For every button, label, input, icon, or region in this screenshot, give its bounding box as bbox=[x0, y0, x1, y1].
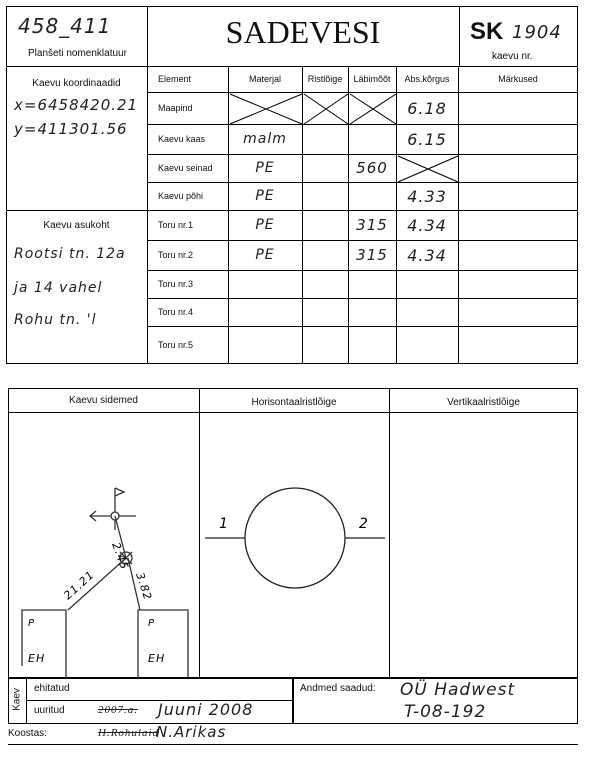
dist-c-label: 3.82 bbox=[133, 570, 155, 603]
row-5-cross bbox=[302, 210, 348, 240]
row-6-cross bbox=[302, 240, 348, 270]
koostas-label: Koostas: bbox=[8, 728, 47, 739]
koostas-value: H.Rohulaid bbox=[98, 727, 160, 739]
well-prefix: SK bbox=[470, 18, 504, 45]
row-6-element: Toru nr.2 bbox=[158, 250, 194, 260]
row-1-material bbox=[228, 92, 302, 124]
location-label: Kaevu asukoht bbox=[43, 220, 110, 231]
row-9-cross bbox=[302, 326, 348, 364]
row-3-cross bbox=[302, 154, 348, 182]
coords-label: Kaevu koordinaadid bbox=[32, 78, 121, 89]
row-3-element: Kaevu seinad bbox=[158, 163, 213, 173]
location-line-3: Rohu tn. 'l bbox=[14, 312, 97, 328]
row-6-diameter: 315 bbox=[356, 246, 388, 264]
section-header-links: Kaevu sidemed bbox=[69, 395, 138, 406]
row-2-cross bbox=[302, 124, 348, 154]
row-4-abs: 4.33 bbox=[407, 186, 447, 206]
nomenclature-value: 458_411 bbox=[18, 14, 112, 38]
row-2-element: Kaevu kaas bbox=[158, 134, 206, 144]
row-6-abs: 4.34 bbox=[407, 245, 447, 265]
page-title: SADEVESI bbox=[225, 14, 381, 50]
building-1-eh-label: EH bbox=[28, 652, 46, 665]
row-8-cross bbox=[302, 298, 348, 326]
row-5-element: Toru nr.1 bbox=[158, 220, 194, 230]
row-6-notes bbox=[458, 240, 578, 270]
row-8-notes bbox=[458, 298, 578, 326]
coord-y: y=411301.56 bbox=[14, 120, 128, 138]
row-7-diameter bbox=[348, 270, 396, 298]
horizontal-section-sketch bbox=[199, 412, 389, 678]
row-1-abs: 6.18 bbox=[407, 98, 447, 118]
row-3-notes bbox=[458, 154, 578, 182]
andmed-line-2: T-08-192 bbox=[404, 702, 487, 722]
uuritud-label: uuritud bbox=[34, 705, 65, 716]
row-9-element: Toru nr.5 bbox=[158, 340, 194, 350]
row-4-material: PE bbox=[255, 188, 275, 204]
andmed-label: Andmed saadud: bbox=[300, 683, 376, 694]
ehitatud-label: ehitatud bbox=[34, 683, 70, 694]
row-9-notes bbox=[458, 326, 578, 364]
signature: N.Arikas bbox=[156, 723, 227, 741]
row-4-notes bbox=[458, 182, 578, 210]
row-7-material bbox=[228, 270, 302, 298]
building-1-p-label: P bbox=[28, 618, 36, 629]
andmed-line-1: OÜ Hadwest bbox=[400, 680, 516, 700]
uuritud-date: Juuni 2008 bbox=[158, 700, 254, 719]
row-1-cross bbox=[302, 92, 348, 124]
row-3-material: PE bbox=[255, 160, 275, 176]
col-header-element: Element bbox=[158, 74, 192, 84]
row-7-abs bbox=[396, 270, 458, 298]
coord-x: x=6458420.21 bbox=[14, 96, 139, 114]
pipe-1-label: 1 bbox=[219, 516, 229, 532]
section-header-horizontal: Horisontaalristlõige bbox=[251, 397, 337, 408]
row-7-cross bbox=[302, 270, 348, 298]
pipe-2-label: 2 bbox=[359, 516, 369, 532]
nomenclature-label: Planšeti nomenklatuur bbox=[28, 48, 127, 59]
well-label: kaevu nr. bbox=[492, 51, 533, 62]
col-header-cross: Ristlõige bbox=[307, 74, 343, 84]
row-4-element: Kaevu põhi bbox=[158, 191, 204, 201]
section-header-vertical: Vertikaalristlõige bbox=[447, 397, 520, 408]
row-2-abs: 6.15 bbox=[407, 129, 447, 149]
well-number: 1904 bbox=[512, 22, 562, 43]
row-7-element: Toru nr.3 bbox=[158, 279, 194, 289]
row-8-element: Toru nr.4 bbox=[158, 307, 194, 317]
location-line-2: ja 14 vahel bbox=[14, 280, 103, 296]
row-5-notes bbox=[458, 210, 578, 240]
uuritud-value: 2007.a. bbox=[98, 704, 138, 716]
col-header-abs: Abs.kõrgus bbox=[404, 74, 450, 84]
location-line-1: Rootsi tn. 12a bbox=[14, 246, 126, 262]
row-1-diameter bbox=[348, 92, 396, 124]
col-header-notes: Märkused bbox=[498, 74, 538, 84]
row-3-diameter: 560 bbox=[356, 159, 388, 177]
kaev-label: Kaev bbox=[11, 688, 23, 711]
row-2-material: malm bbox=[243, 131, 287, 147]
row-2-diameter bbox=[348, 124, 396, 154]
row-1-notes bbox=[458, 92, 578, 124]
row-3-abs bbox=[396, 154, 458, 182]
row-7-notes bbox=[458, 270, 578, 298]
dist-b-label: 21.21 bbox=[61, 568, 98, 603]
row-5-diameter: 315 bbox=[356, 216, 388, 234]
row-1-element: Maapind bbox=[158, 103, 193, 113]
row-9-abs bbox=[396, 326, 458, 364]
col-header-material: Materjal bbox=[248, 74, 281, 84]
row-5-material: PE bbox=[255, 217, 275, 233]
row-8-abs bbox=[396, 298, 458, 326]
row-2-notes bbox=[458, 124, 578, 154]
row-4-cross bbox=[302, 182, 348, 210]
well-links-sketch bbox=[8, 412, 199, 678]
building-2-eh-label: EH bbox=[148, 652, 166, 665]
row-8-material bbox=[228, 298, 302, 326]
building-2-p-label: P bbox=[148, 618, 156, 629]
row-4-diameter bbox=[348, 182, 396, 210]
col-header-diameter: Läbimõõt bbox=[353, 74, 391, 84]
row-9-diameter bbox=[348, 326, 396, 364]
row-9-material bbox=[228, 326, 302, 364]
dist-a-label: 2.45 bbox=[109, 540, 132, 572]
row-8-diameter bbox=[348, 298, 396, 326]
row-6-material: PE bbox=[255, 247, 275, 263]
row-5-abs: 4.34 bbox=[407, 215, 447, 235]
